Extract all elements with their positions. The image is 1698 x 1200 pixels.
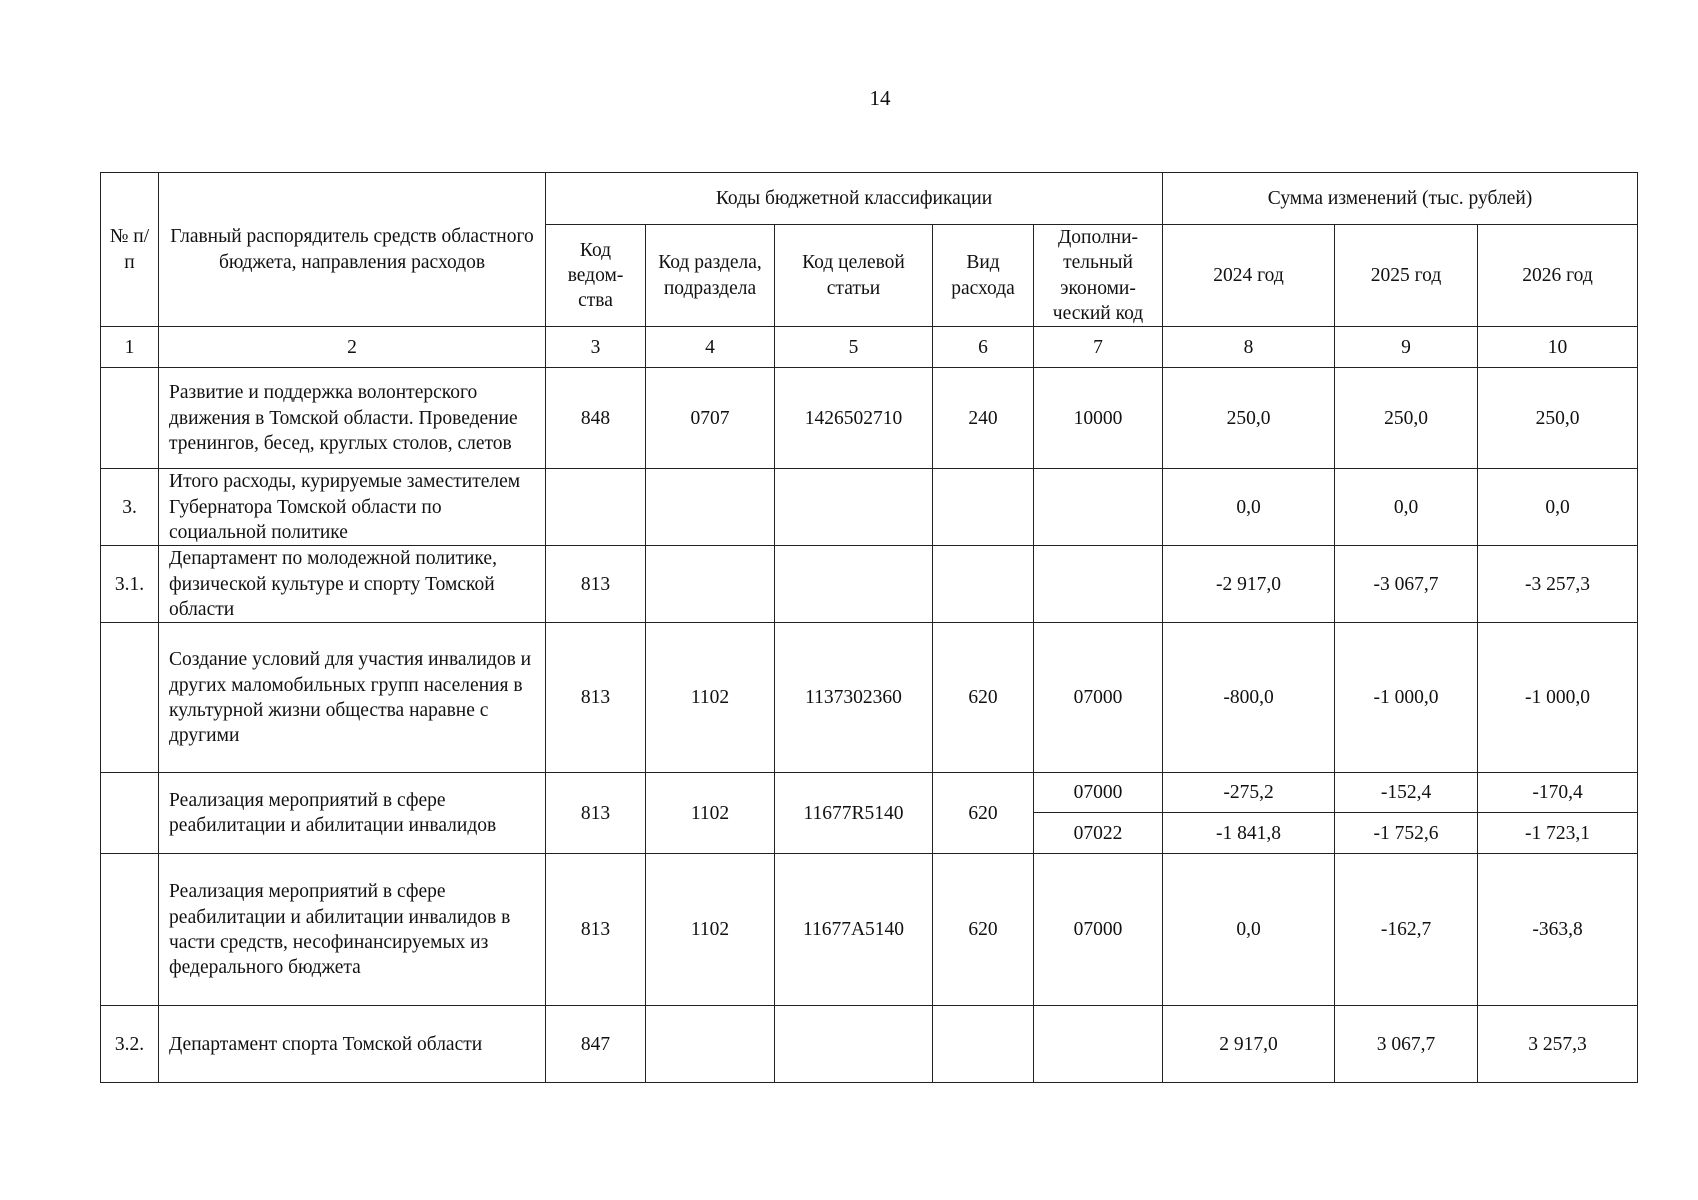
row-num [101,368,159,469]
row-num [101,854,159,1006]
row-econ-code [1034,546,1163,623]
row-num: 3.1. [101,546,159,623]
budget-changes-table [100,172,1638,1083]
row-econ-code: 07000 [1034,773,1163,813]
row-num: 3.2. [101,1006,159,1083]
header-num: № п/п [101,173,159,327]
row-dept-code: 813 [546,854,646,1006]
row-sum-2025: 3 067,7 [1335,1006,1478,1083]
row-num [101,623,159,773]
row-sum-2024: 2 917,0 [1163,1006,1335,1083]
header-code-dept: Код ведом-ства [546,225,646,327]
row-sum-2025: -3 067,7 [1335,546,1478,623]
table-row [101,623,1638,773]
row-name: Итого расходы, курируемые заместителем Губернатора Томской области по социальной политике [159,469,546,546]
row-sum-2024: -2 917,0 [1163,546,1335,623]
row-name: Департамент спорта Томской области [159,1006,546,1083]
row-sum-2026: 3 257,3 [1478,1006,1638,1083]
table-row [101,773,1638,813]
row-sum-2024: 0,0 [1163,469,1335,546]
header-code-section: Код раздела, подраздела [646,225,775,327]
table-row [101,854,1638,1006]
column-index: 7 [1034,327,1163,368]
row-sum-2026: 250,0 [1478,368,1638,469]
header-year-2026: 2026 год [1478,225,1638,327]
column-index-row [101,327,1638,368]
row-name: Создание условий для участия инвалидов и других маломобильных групп населения в культурной жизни общества наравне с другими [159,623,546,773]
header-code-expense: Вид расхода [933,225,1034,327]
row-num: 3. [101,469,159,546]
row-section-code: 1102 [646,773,775,854]
row-sum-2026: -1 723,1 [1478,813,1638,854]
row-sum-2025: 250,0 [1335,368,1478,469]
row-target-code [775,1006,933,1083]
row-name: Реализация мероприятий в сфере реабилитации и абилитации инвалидов в части средств, несофинансируемых из федерального бюджета [159,854,546,1006]
row-sum-2024: -800,0 [1163,623,1335,773]
row-econ-code: 07000 [1034,854,1163,1006]
row-expense-code [933,469,1034,546]
row-name: Реализация мероприятий в сфере реабилитации и абилитации инвалидов [159,773,546,854]
row-target-code [775,546,933,623]
column-index: 2 [159,327,546,368]
table-row [101,469,1638,546]
page-number: 14 [869,86,891,110]
row-name: Развитие и поддержка волонтерского движения в Томской области. Проведение тренингов, бесед, круглых столов, слетов [159,368,546,469]
column-index: 6 [933,327,1034,368]
column-index: 10 [1478,327,1638,368]
row-section-code [646,469,775,546]
header-code-econ: Дополни-тельный экономи-ческий код [1034,225,1163,327]
row-section-code: 1102 [646,854,775,1006]
column-index: 3 [546,327,646,368]
column-index: 4 [646,327,775,368]
row-target-code: 1137302360 [775,623,933,773]
row-target-code: 11677R5140 [775,773,933,854]
row-target-code: 11677A5140 [775,854,933,1006]
row-expense-code: 620 [933,854,1034,1006]
row-expense-code [933,546,1034,623]
header-year-2025: 2025 год [1335,225,1478,327]
row-dept-code [546,469,646,546]
table-row [101,1006,1638,1083]
row-num [101,773,159,854]
row-econ-code [1034,469,1163,546]
row-target-code [775,469,933,546]
row-section-code: 0707 [646,368,775,469]
row-sum-2025: -162,7 [1335,854,1478,1006]
row-dept-code: 813 [546,623,646,773]
row-sum-2026: 0,0 [1478,469,1638,546]
row-expense-code: 240 [933,368,1034,469]
row-dept-code: 848 [546,368,646,469]
row-sum-2024: 250,0 [1163,368,1335,469]
row-sum-2025: -1 000,0 [1335,623,1478,773]
row-expense-code [933,1006,1034,1083]
row-expense-code: 620 [933,623,1034,773]
row-sum-2026: -363,8 [1478,854,1638,1006]
row-sum-2024: -275,2 [1163,773,1335,813]
row-sum-2024: 0,0 [1163,854,1335,1006]
row-sum-2025: 0,0 [1335,469,1478,546]
row-econ-code [1034,1006,1163,1083]
column-index: 1 [101,327,159,368]
row-dept-code: 847 [546,1006,646,1083]
header-name: Главный распорядитель средств областного бюджета, направления расходов [159,173,546,327]
row-section-code [646,1006,775,1083]
row-dept-code: 813 [546,546,646,623]
row-sum-2026: -1 000,0 [1478,623,1638,773]
row-sum-2025: -1 752,6 [1335,813,1478,854]
row-target-code: 1426502710 [775,368,933,469]
row-name: Департамент по молодежной политике, физической культуре и спорту Томской области [159,546,546,623]
row-expense-code: 620 [933,773,1034,854]
row-dept-code: 813 [546,773,646,854]
row-sum-2026: -3 257,3 [1478,546,1638,623]
row-econ-code: 10000 [1034,368,1163,469]
row-sum-2024: -1 841,8 [1163,813,1335,854]
table-row [101,546,1638,623]
column-index: 5 [775,327,933,368]
header-sum-group: Сумма изменений (тыс. рублей) [1163,173,1638,225]
column-index: 9 [1335,327,1478,368]
header-code-target: Код целевой статьи [775,225,933,327]
row-econ-code: 07022 [1034,813,1163,854]
row-sum-2026: -170,4 [1478,773,1638,813]
row-section-code [646,546,775,623]
table-row [101,368,1638,469]
header-year-2024: 2024 год [1163,225,1335,327]
row-section-code: 1102 [646,623,775,773]
row-sum-2025: -152,4 [1335,773,1478,813]
row-econ-code: 07000 [1034,623,1163,773]
column-index: 8 [1163,327,1335,368]
header-codes-group: Коды бюджетной классификации [546,173,1163,225]
